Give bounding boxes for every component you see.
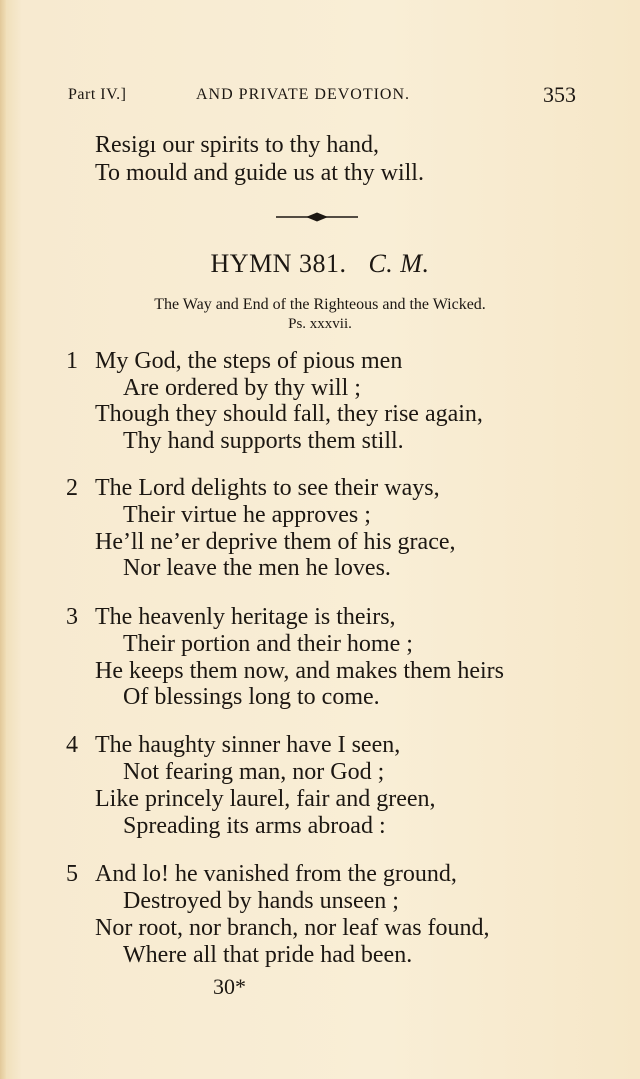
signature-mark: 30* — [213, 974, 246, 999]
hymn-meter: C. M. — [368, 249, 430, 278]
verse-line: Like princely laurel, fair and green, — [95, 786, 436, 812]
page-number: 353 — [543, 82, 576, 107]
verse-line: The heavenly heritage is theirs, — [95, 604, 396, 630]
verse-line: Not fearing man, nor God ; — [123, 759, 385, 785]
scripture-reference: Ps. xxxvii. — [288, 316, 352, 332]
verse-line: Of blessings long to come. — [123, 684, 380, 710]
stanza-number: 3 — [66, 604, 78, 630]
verse-line: Spreading its arms abroad : — [123, 813, 386, 839]
verse-line: Are ordered by thy will ; — [123, 375, 361, 401]
verse-line: The Lord delights to see their ways, — [95, 475, 440, 501]
hymn-number: HYMN 381. — [210, 249, 347, 278]
stanza-number: 5 — [66, 861, 78, 887]
carryover-line: To mould and guide us at thy will. — [95, 160, 424, 186]
stanza-number: 1 — [66, 348, 78, 374]
verse-line: Thy hand supports them still. — [123, 428, 404, 454]
stanza-number: 2 — [66, 475, 78, 501]
verse-line: Their portion and their home ; — [123, 631, 413, 657]
header-part: Part IV.] — [68, 86, 127, 103]
verse-line: Though they should fall, they rise again, — [95, 401, 483, 427]
verse-line: Their virtue he approves ; — [123, 502, 371, 528]
verse-line: Where all that pride had been. — [123, 942, 413, 968]
page-edge — [0, 0, 6, 1079]
hymn-title — [0, 249, 640, 279]
header-title: AND PRIVATE DEVOTION. — [196, 86, 411, 103]
stanza-number: 4 — [66, 732, 78, 758]
verse-line: The haughty sinner have I seen, — [95, 732, 401, 758]
verse-line: Nor root, nor branch, nor leaf was found, — [95, 915, 490, 941]
verse-line: Destroyed by hands unseen ; — [123, 888, 399, 914]
carryover-line: Resigı our spirits to thy hand, — [95, 132, 379, 158]
verse-line: He’ll ne’er deprive them of his grace, — [95, 529, 456, 555]
verse-line: My God, the steps of pious men — [95, 348, 403, 374]
verse-line: Nor leave the men he loves. — [123, 555, 391, 581]
verse-line: And lo! he vanished from the ground, — [95, 861, 457, 887]
running-header — [68, 84, 576, 108]
divider-ornament — [276, 211, 358, 223]
hymn-subtitle: The Way and End of the Righteous and the Wicked. — [154, 296, 486, 313]
verse-line: He keeps them now, and makes them heirs — [95, 658, 504, 684]
